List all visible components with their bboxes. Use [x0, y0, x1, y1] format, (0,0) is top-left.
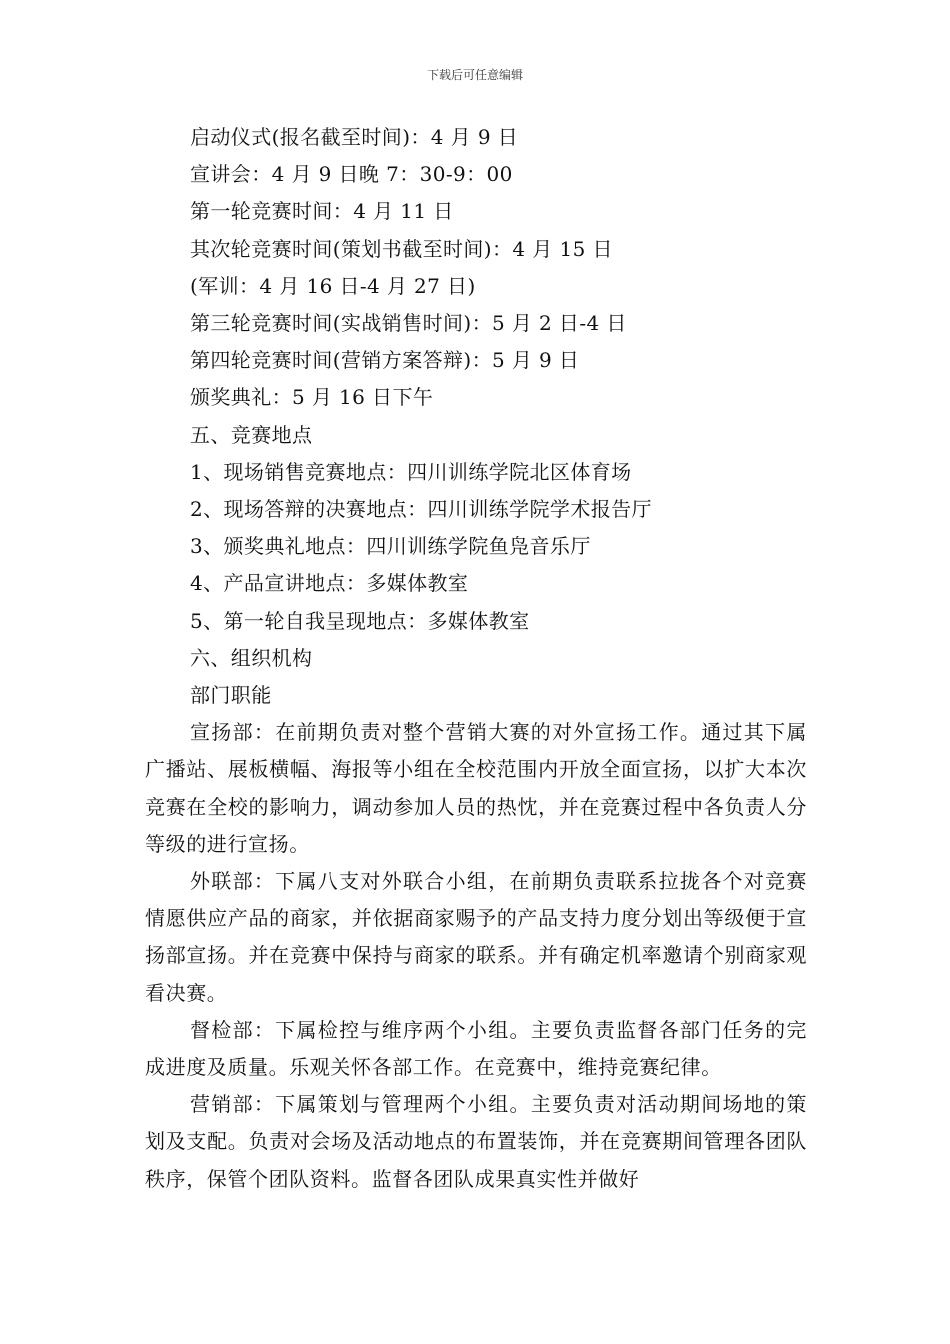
venue-item: 5、第一轮自我呈现地点：多媒体教室 — [190, 608, 530, 633]
department-paragraph: 督检部：下属检控与维序两个小组。主要负责监督各部门任务的完成进度及质量。乐观关怀各部工作。在竞赛中，维持竞赛纪律。 — [145, 1017, 807, 1080]
page-header-note: 下载后可任意编辑 — [426, 68, 523, 82]
document-body — [145, 119, 807, 1198]
schedule-item: (军训：4 月 16 日-4 月 27 日) — [190, 273, 476, 298]
schedule-item: 启动仪式(报名截至时间)：4 月 9 日 — [190, 125, 519, 149]
subsection-heading-functions: 部门职能 — [190, 683, 272, 708]
venue-item: 3、颁奖典礼地点：四川训练学院鱼凫音乐厅 — [190, 534, 591, 559]
section-heading-venues: 五、竞赛地点 — [190, 422, 313, 447]
schedule-item: 第三轮竞赛时间(实战销售时间)：5 月 2 日-4 日 — [190, 311, 627, 336]
schedule-item: 颁奖典礼：5 月 16 日下午 — [190, 385, 434, 410]
department-paragraph: 外联部：下属八支对外联合小组，在前期负责联系拉拢各个对竞赛情愿供应产品的商家，并依据商家赐予的产品支持力度分划出等级便于宣扬部宣扬。并在竞赛中保持与商家的联系。并有确定机率邀请个别商家观看决赛。 — [145, 869, 807, 1005]
schedule-item: 第一轮竞赛时间：4 月 11 日 — [190, 199, 454, 224]
schedule-item: 宣讲会：4 月 9 日晚 7：30-9：00 — [190, 162, 513, 187]
venue-item: 1、现场销售竞赛地点：四川训练学院北区体育场 — [190, 459, 632, 484]
section-heading-organization: 六、组织机构 — [190, 645, 313, 670]
department-paragraph: 宣扬部：在前期负责对整个营销大赛的对外宣扬工作。通过其下属广播站、展板横幅、海报等小组在全校范围内开放全面宣扬，以扩大本次竞赛在全校的影响力，调动参加人员的热忱，并在竞赛过程中各负责人分等级的进行宣扬。 — [145, 720, 807, 856]
schedule-item: 第四轮竞赛时间(营销方案答辩)：5 月 9 日 — [190, 348, 580, 373]
schedule-item: 其次轮竞赛时间(策划书截至时间)：4 月 15 日 — [190, 236, 613, 261]
department-paragraph: 营销部：下属策划与管理两个小组。主要负责对活动期间场地的策划及支配。负责对会场及活动地点的布置装饰，并在竞赛期间管理各团队秩序，保管个团队资料。监督各团队成果真实性并做好 — [145, 1092, 807, 1191]
venue-item: 4、产品宣讲地点：多媒体教室 — [190, 571, 469, 596]
venue-item: 2、现场答辩的决赛地点：四川训练学院学术报告厅 — [190, 497, 652, 522]
